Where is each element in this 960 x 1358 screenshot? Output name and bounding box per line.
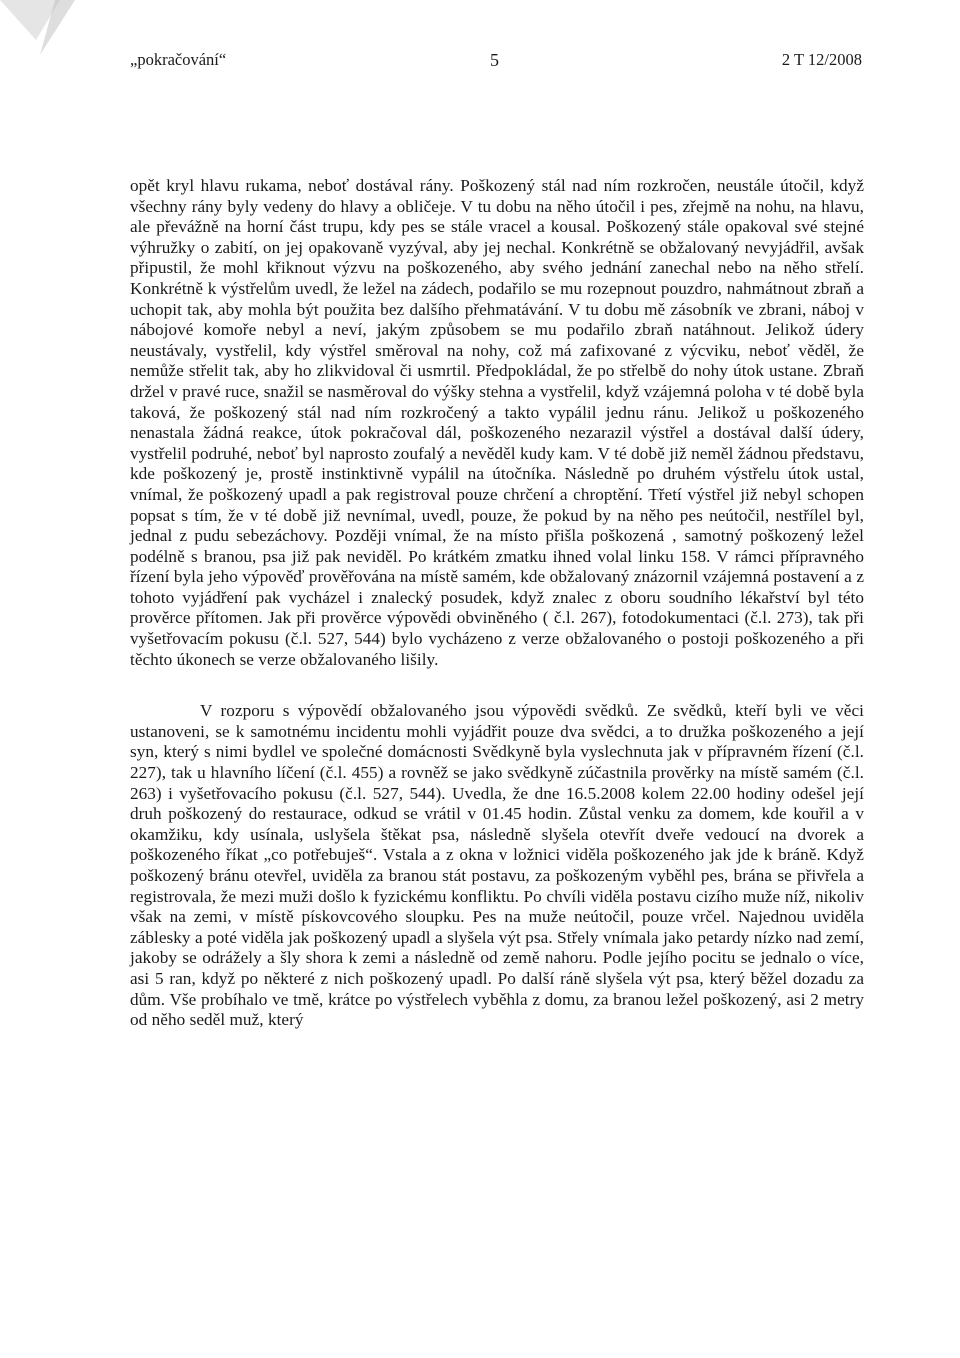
scan-corner-shadow bbox=[0, 0, 90, 70]
page-header bbox=[130, 50, 862, 76]
page-number: 5 bbox=[490, 50, 499, 70]
document-body bbox=[130, 176, 864, 1031]
paragraph-1: opět kryl hlavu rukama, neboť dostával rány. Poškozený stál nad ním rozkročen, neustále útočil, když všechny rány byly vedeny do hlavy a obličeje. V tu dobu na něho útočil i pes, zřejmě na nohu, na hlavu, ale převážně na horní část trupu, kdy pes se stále vracel a kousal. Poškozený stále opakoval své stejné výhružky o zabití, on jej opakovaně vyzýval, aby jej nechal. Konkrétně se obžalovaný nevyjádřil, avšak připustil, že mohl křiknout výzvu na poškozeného, aby svého jednání zanechal nebo na něho střelí. Konkrétně k výstřelům uvedl, že ležel na zádech, podařilo se mu rozepnout pouzdro, nahmátnout zbraň a uchopit tak, aby mohla být použita bez dalšího přehmatávání. V tu dobu mě zásobník ve zbrani, náboj v nábojové komoře nebyl a neví, jakým způsobem se mu podařilo zbraň natáhnout. Jelikož údery neustávaly, vystřelil, kdy výstřel směroval na nohy, což má zafixované z výcviku, neboť věděl, že nemůže střelit tak, aby ho zlikvidoval či usmrtil. Předpokládal, že po střelbě do nohy útok ustane. Zbraň držel v pravé ruce, snažil se nasměroval do výšky stehna a vystřelil, když vzájemná poloha v té době byla taková, že poškozený stál nad ním rozkročený a takto vypálil jednu ránu. Jelikož u poškozeného nenastala žádná reakce, útok pokračoval dál, poškozeného nezarazil výstřel a dostával další údery, vystřelil podruhé, neboť byl naprosto zoufalý a nevěděl kudy kam. V té době již neměl žádnou představu, kde poškozený je, prostě instinktivně vypálil na útočníka. Následně po druhém výstřelu útok ustal, vnímal, že poškozený upadl a pak registroval pouze chrčení a chroptění. Třetí výstřel již nebyl schopen popsat s tím, že v té době již nevnímal, uvedl, pouze, že pokud by na něho pes neútočil, nestřílel byl, jednal z pudu sebezáchovy. Později vnímal, že na místo přišla poškozená ‚ samotný poškozený ležel podélně s branou, psa již pak neviděl. Po krátkém zmatku ihned volal linku 158. V rámci přípravného řízení byla jeho výpověď prověřována na místě samém, kde obžalovaný znázornil vzájemná postavení a z tohoto vyjádření pak vycházel i znalecký posudek, když znalec z oboru soudního lékařství byl této prověrce přítomen. Jak při prověrce výpovědi obviněného ( č.l. 267), fotodokumentaci (č.l. 273), tak při vyšetřovacím pokusu (č.l. 527, 544) bylo vycházeno z verze obžalovaného o postoji poškozeného a při těchto úkonech se verze obžalovaného lišily. bbox=[130, 176, 864, 669]
paragraph-2: V rozporu s výpovědí obžalovaného jsou výpovědi svědků. Ze svědků, kteří byli ve věci ustanoveni, se k samotnému incidentu mohli vyjádřit pouze dva svědci, a to družka poškozeného a její syn, který s nimi bydlel ve společné domácnosti Svědkyně byla vyslechnuta jak v přípravném řízení (č.l. 227), tak u hlavního líčení (č.l. 455) a rovněž se jako svědkyně zúčastnila prověrky na místě samém (č.l. 263) i vyšetřovacího pokusu (č.l. 527, 544). Uvedla, že dne 16.5.2008 kolem 22.00 hodiny odešel její druh poškozený do restaurace, odkud se vrátil v 01.45 hodin. Zůstal venku za domem, kde kouřil a v okamžiku, kdy usínala, uslyšela štěkat psa, následně slyšela otevřít dveře vedoucí na dvorek a poškozeného říkat „co potřebuješ“. Vstala a z okna v ložnici viděla poškozeného jak jde k bráně. Když poškozený bránu otevřel, uviděla za branou stát postavu, za poškozeným vyběhl pes, brána se přivřela a registrovala, že mezi muži došlo k fyzickému konfliktu. Po chvíli viděla postavu cizího muže níž, nikoliv však na zemi, v místě pískovcového sloupku. Pes na muže neútočil, pouze vrčel. Najednou uviděla záblesky a poté viděla jak poškozený upadl a slyšela výt psa. Střely vnímala jako petardy nízko nad zemí, jakoby se odrážely a šly shora k zemi a následně od země nahoru. Podle jejího pocitu se jednalo o více, asi 5 ran, když po některé z nich poškozený upadl. Po další ráně slyšela výt psa, který běžel dozadu za dům. Vše probíhalo ve tmě, krátce po výstřelech vyběhla z domu, za branou ležel poškozený, asi 2 metry od něho seděl muž, který bbox=[130, 701, 864, 1030]
continuation-label: „pokračování“ bbox=[130, 50, 227, 69]
case-number: 2 T 12/2008 bbox=[781, 50, 862, 69]
